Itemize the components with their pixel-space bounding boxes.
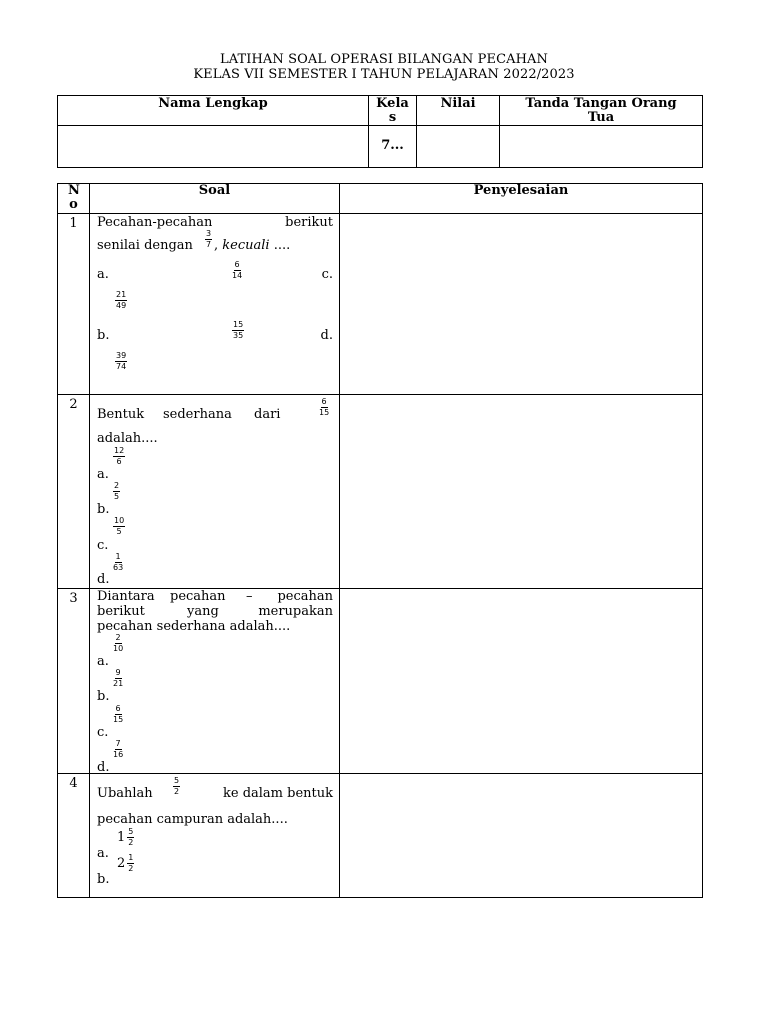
option-label[interactable]: b. xyxy=(97,502,110,517)
header-soal: Soal xyxy=(90,184,340,214)
option-label[interactable]: d. xyxy=(97,760,110,775)
question-2-soal: Bentuk sederhana dari $\frac{6}{15}$ adalah.... $\frac{12}{6}$ a. $\frac{2}{5}$ b. $\frac{10}{5}$ c. $\frac{1}{63}$ d. xyxy=(90,395,340,589)
fraction-6-15: $\frac{6}{15}$ xyxy=(319,397,330,417)
option-label[interactable]: d. xyxy=(320,328,333,343)
tanda-tangan-field[interactable] xyxy=(500,126,703,168)
fraction-3-7: $\frac{3}{7}$ xyxy=(206,229,212,249)
option-label[interactable]: a. xyxy=(97,846,109,861)
option-label[interactable]: c. xyxy=(97,725,109,740)
option-fraction: $\frac{2}{5}$ xyxy=(114,481,120,501)
option-fraction: $\frac{7}{16}$ xyxy=(113,739,124,759)
fraction-5-2: $\frac{5}{2}$ xyxy=(174,776,180,796)
option-label[interactable]: d. xyxy=(97,572,110,587)
question-row-1 xyxy=(58,214,703,395)
student-info-table xyxy=(57,95,703,168)
option-label[interactable]: b. xyxy=(97,689,110,704)
option-fraction: $\frac{39}{74}$ xyxy=(116,351,127,371)
question-4-soal: Ubahlah $\frac{5}{2}$ ke dalam bentuk pecahan campuran adalah.... 1 $\frac{5}{2}$ a. 2 $\frac{1}{2}$ b. xyxy=(90,774,340,898)
option-label[interactable]: a. xyxy=(97,467,109,482)
option-label[interactable]: b. xyxy=(97,872,110,887)
header-penyelesaian: Penyelesaian xyxy=(340,184,703,214)
question-number: 3 xyxy=(58,589,90,774)
header-kelas: Kela s xyxy=(369,96,417,126)
kelas-field[interactable]: 7... xyxy=(369,126,417,168)
question-number: 2 xyxy=(58,395,90,589)
option-label[interactable]: b. xyxy=(97,328,110,343)
option-fraction: $\frac{15}{35}$ xyxy=(233,320,244,340)
question-3-penyelesaian[interactable] xyxy=(340,589,703,774)
header-no: N o xyxy=(58,184,90,214)
document-title-line1: LATIHAN SOAL OPERASI BILANGAN PECAHAN xyxy=(219,52,549,67)
question-2-penyelesaian[interactable] xyxy=(340,395,703,589)
nilai-field[interactable] xyxy=(417,126,500,168)
option-label[interactable]: a. xyxy=(97,267,109,282)
question-row-3 xyxy=(58,589,703,774)
option-fraction: $\frac{1}{63}$ xyxy=(113,552,124,572)
option-fraction: $\frac{12}{6}$ xyxy=(114,446,125,466)
header-nilai: Nilai xyxy=(417,96,500,126)
question-number: 4 xyxy=(58,774,90,898)
option-fraction: $\frac{6}{14}$ xyxy=(232,260,243,280)
question-1-penyelesaian[interactable] xyxy=(340,214,703,395)
option-label[interactable]: c. xyxy=(321,267,333,282)
document-title-line2: KELAS VII SEMESTER I TAHUN PELAJARAN 2022/2023 xyxy=(193,67,575,82)
option-label[interactable]: a. xyxy=(97,654,109,669)
question-row-4 xyxy=(58,774,703,898)
header-nama-lengkap: Nama Lengkap xyxy=(58,96,369,126)
option-mixed-fraction: 2 $\frac{1}{2}$ xyxy=(117,853,134,873)
question-row-2 xyxy=(58,395,703,589)
question-3-soal: Diantara pecahan – pecahan berikut yang merupakan pecahan sederhana adalah.... $\frac{2}{10}$ a. $\frac{9}{21}$ b. $\frac{6}{15}$ c. $\frac{7}{16}$ d. xyxy=(90,589,340,774)
option-fraction: $\frac{2}{10}$ xyxy=(113,633,124,653)
nama-lengkap-field[interactable] xyxy=(58,126,369,168)
quiz-table xyxy=(57,183,703,898)
option-mixed-fraction: 1 $\frac{5}{2}$ xyxy=(117,827,134,847)
option-label[interactable]: c. xyxy=(97,538,109,553)
question-1-soal: Pecahan-pecahan berikut senilai dengan $\frac{3}{7}$ , kecuali .... a. $\frac{6}{14}$ c. $\frac{21}{49}$ b. $\frac{15}{35}$ d. $\frac{39}{74}$ xyxy=(90,214,340,395)
question-4-penyelesaian[interactable] xyxy=(340,774,703,898)
option-fraction: $\frac{9}{21}$ xyxy=(113,668,124,688)
option-fraction: $\frac{6}{15}$ xyxy=(113,704,124,724)
question-number: 1 xyxy=(58,214,90,395)
header-tanda-tangan: Tanda Tangan Orang Tua xyxy=(500,96,703,126)
option-fraction: $\frac{10}{5}$ xyxy=(114,516,125,536)
option-fraction: $\frac{21}{49}$ xyxy=(116,290,127,310)
